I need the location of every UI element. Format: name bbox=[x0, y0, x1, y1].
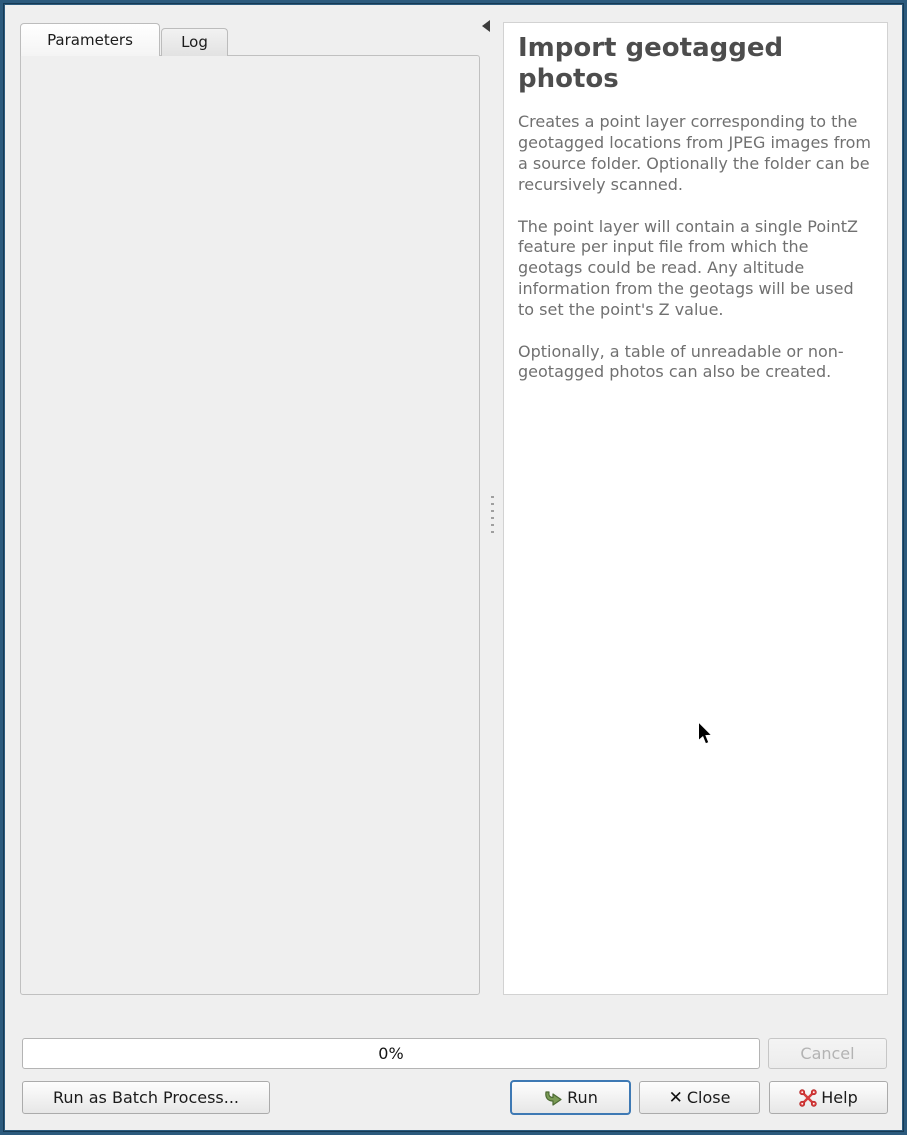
splitter-handle[interactable] bbox=[491, 496, 494, 534]
collapse-help-panel-icon[interactable] bbox=[482, 20, 490, 32]
mouse-cursor bbox=[697, 721, 714, 747]
help-button[interactable] bbox=[769, 1081, 888, 1114]
close-button[interactable] bbox=[639, 1081, 760, 1114]
help-paragraph: Creates a point layer corresponding to the geotagged locations from JPEG images from a source folder. Optionally the folder can be recursively scanned. bbox=[518, 112, 871, 194]
help-button-label: Help bbox=[821, 1088, 858, 1107]
tab-log[interactable]: Log bbox=[161, 28, 228, 56]
parameters-panel bbox=[20, 55, 480, 995]
run-button-label: Run bbox=[567, 1088, 598, 1107]
close-x-icon: ✕ bbox=[668, 1087, 683, 1108]
tab-parameters[interactable]: Parameters bbox=[20, 23, 160, 56]
run-arrow-icon bbox=[543, 1089, 563, 1107]
help-title: Import geotagged photos bbox=[518, 33, 784, 94]
progress-bar: 0% bbox=[22, 1038, 760, 1069]
help-paragraph: The point layer will contain a single PointZ feature per input file from which the geotags could be read. Any altitude information from the geotags will be used to set the point's Z value. bbox=[518, 216, 858, 319]
help-icon bbox=[799, 1089, 817, 1107]
run-button[interactable] bbox=[510, 1080, 631, 1115]
help-panel bbox=[503, 22, 888, 995]
close-button-label: Close bbox=[686, 1088, 731, 1107]
help-paragraph: Optionally, a table of unreadable or non-geotagged photos can also be created. bbox=[518, 341, 844, 382]
run-as-batch-button[interactable]: Run as Batch Process... bbox=[22, 1081, 270, 1114]
cancel-button: Cancel bbox=[768, 1038, 887, 1069]
